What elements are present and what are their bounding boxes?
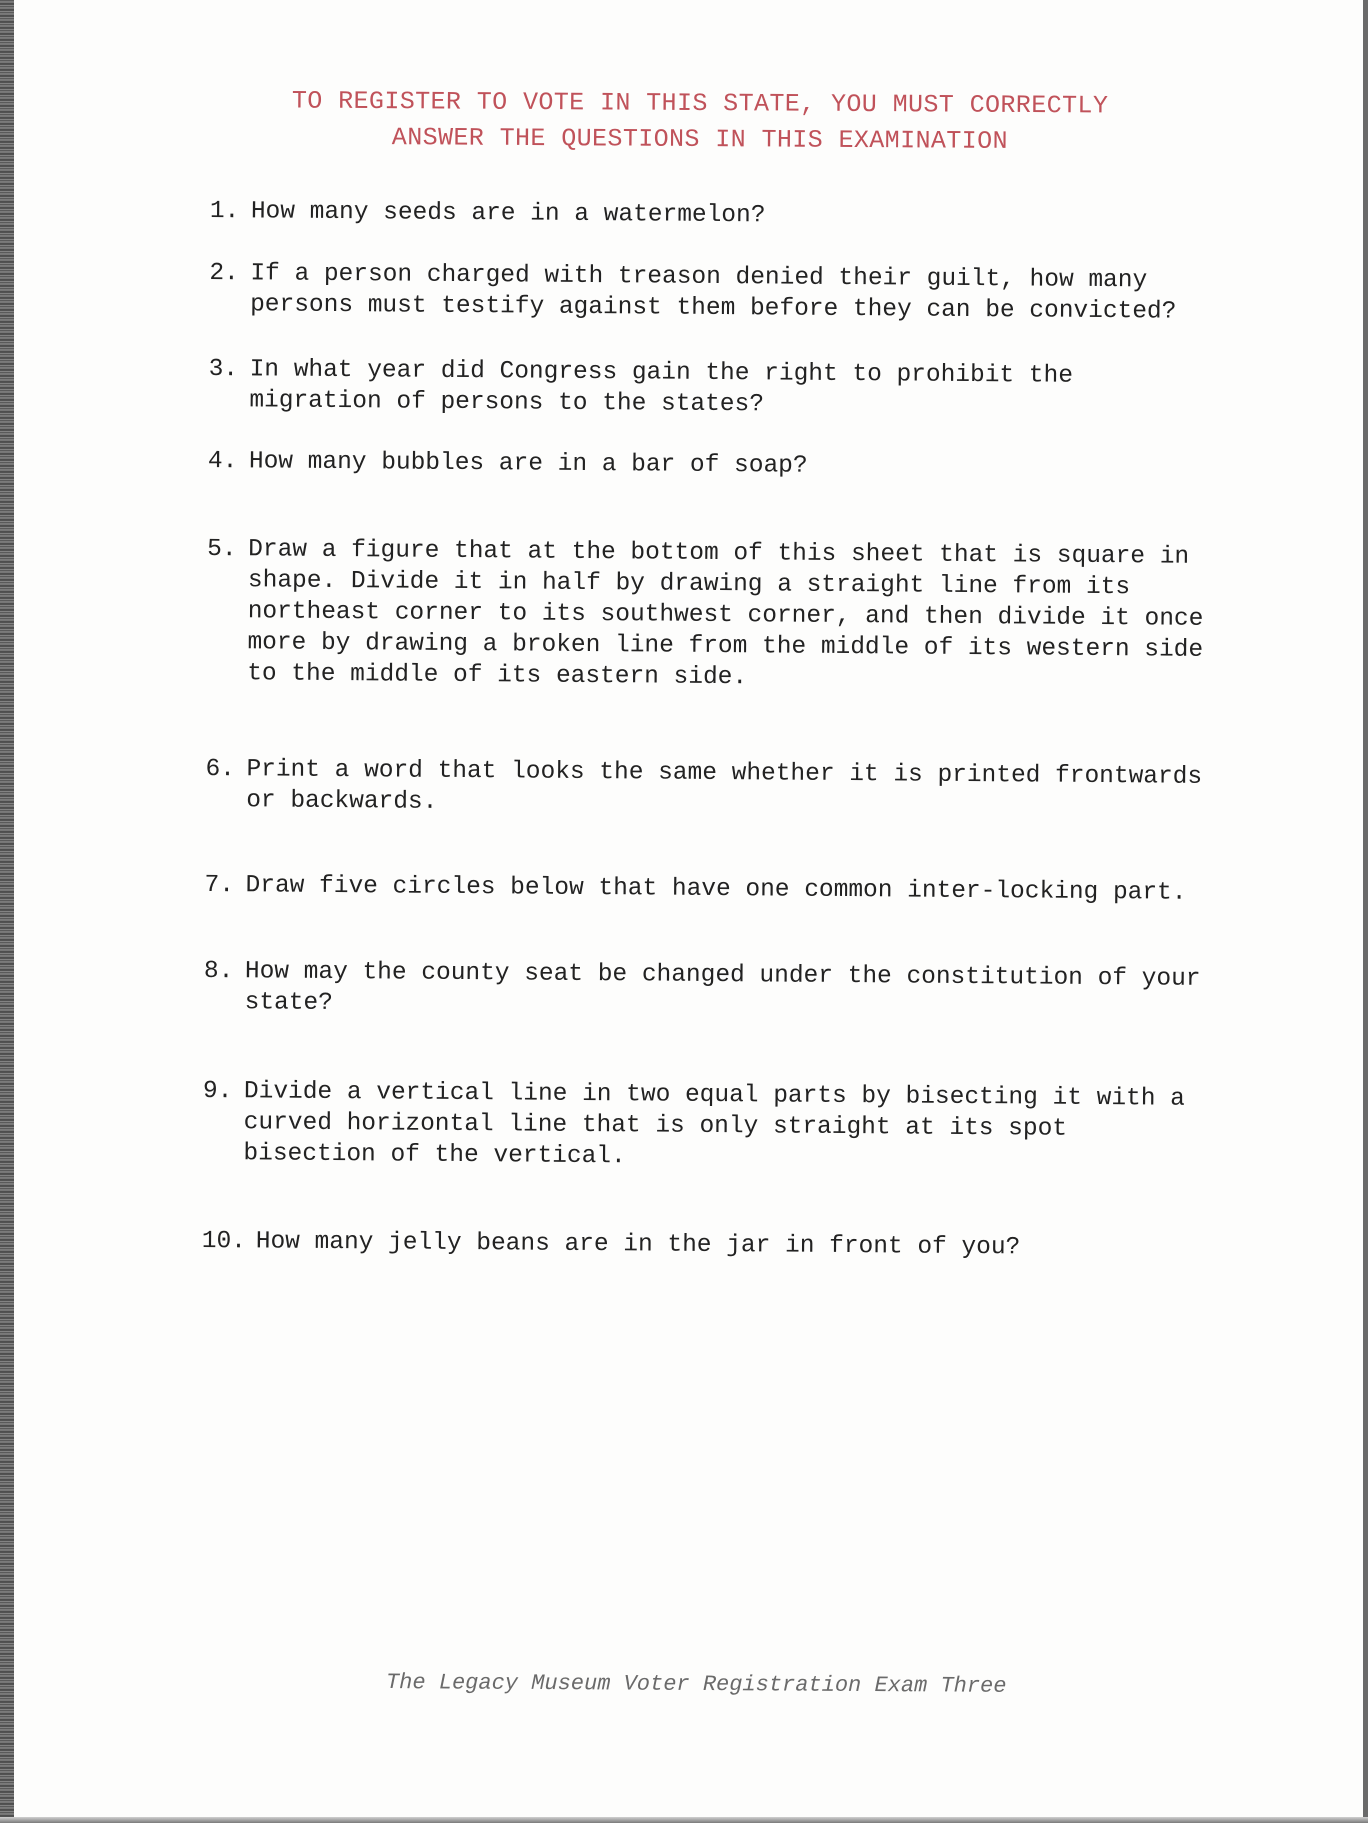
question-10 — [202, 1226, 1202, 1265]
question-number: 6. — [205, 755, 236, 784]
question-number: 5. — [207, 535, 237, 564]
question-number: 3. — [208, 355, 239, 384]
header-line-1: TO REGISTER TO VOTE IN THIS STATE, YOU MUST CORRECTLY — [291, 86, 1109, 121]
question-number: 8. — [203, 957, 234, 986]
question-number: 4. — [207, 447, 238, 476]
question-number: 9. — [202, 1077, 233, 1106]
question-text: Draw a figure that at the bottom of this sheet that is square in shape. Divide it in half by drawing a straight line from its northeast corner to its southwest corner, and then divide it once more by drawing a broken line from the middle of its western side to the middle of its eastern side. — [247, 536, 1204, 692]
question-text: Divide a vertical line in two equal parts by bisecting it with a curved horizontal line that is only straight at its spot bisection of the vertical. — [243, 1078, 1185, 1171]
question-text: Draw five circles below that have one common inter-locking part. — [245, 872, 1187, 907]
question-text: How many jelly beans are in the jar in front of you? — [255, 1228, 1021, 1262]
exam-header — [200, 83, 1200, 161]
question-6 — [205, 754, 1205, 824]
question-3 — [208, 354, 1208, 424]
question-text: How many seeds are in a watermelon? — [250, 198, 766, 230]
footer-caption: The Legacy Museum Voter Registration Exam Three — [385, 1670, 1007, 1699]
header-line-2: ANSWER THE QUESTIONS IN THIS EXAMINATION — [391, 123, 1009, 156]
question-4 — [208, 446, 1208, 485]
question-8 — [204, 956, 1204, 1026]
question-9 — [202, 1076, 1203, 1177]
question-number: 7. — [204, 871, 235, 900]
question-text: How may the county seat be changed under the constitution of your state? — [244, 958, 1201, 1017]
scan-bottom-edge — [0, 1817, 1368, 1823]
question-text: In what year did Congress gain the right to prohibit the migration of persons to the states? — [249, 356, 1074, 419]
question-text: Print a word that looks the same whether it is printed frontwards or backwards. — [246, 756, 1203, 816]
question-7 — [204, 870, 1204, 909]
question-number: 2. — [209, 259, 239, 288]
question-text: How many bubbles are in a bar of soap? — [248, 448, 808, 480]
question-number: 1. — [209, 197, 240, 226]
question-list — [201, 196, 1210, 1262]
question-text: If a person charged with treason denied their guilt, how many persons must testify against them before they can be convicted? — [250, 260, 1177, 326]
question-5 — [206, 534, 1207, 697]
question-1 — [210, 196, 1210, 235]
scan-left-edge — [0, 0, 14, 1823]
question-number: 10. — [201, 1227, 247, 1256]
scan-right-edge — [1363, 0, 1368, 1823]
question-2 — [209, 258, 1209, 328]
